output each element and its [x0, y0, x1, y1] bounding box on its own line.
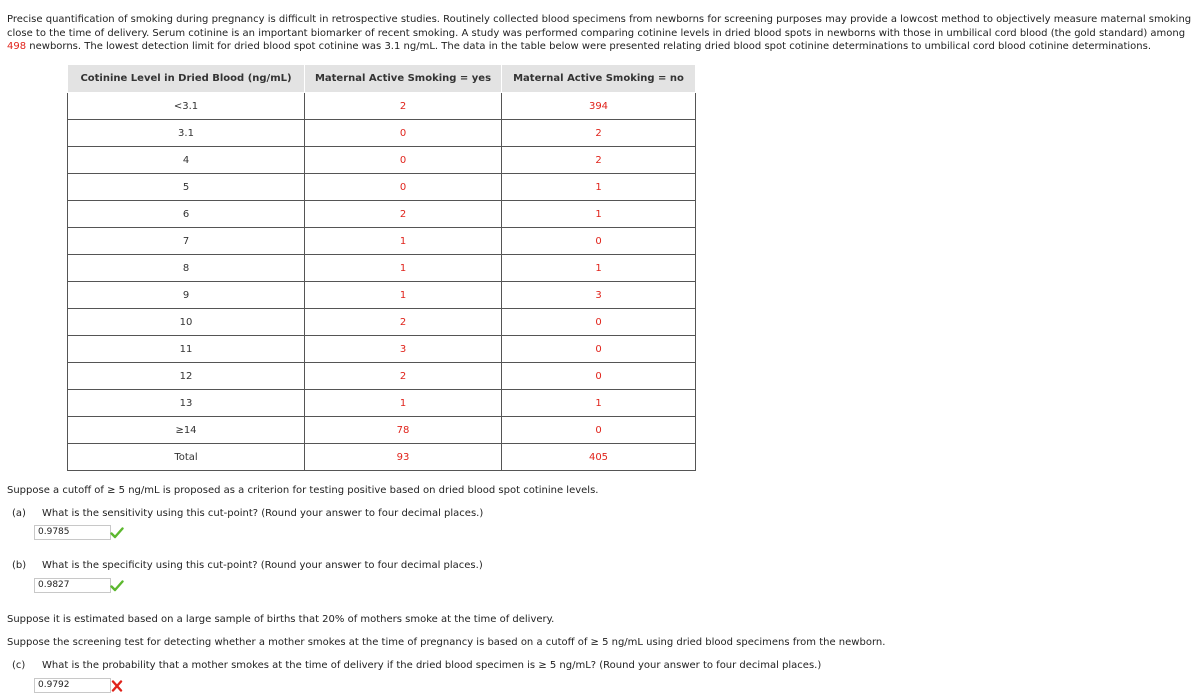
cell-level: 4: [68, 147, 305, 174]
cell-yes: 3: [305, 336, 502, 363]
cell-level: 8: [68, 255, 305, 282]
table-row: [68, 282, 696, 309]
question-c-text: What is the probability that a mother smokes at the time of delivery if the dried blood specimen is ≥ 5 ng/mL? (Round your answer to four decimal places.): [42, 660, 822, 671]
cell-total-no: 405: [502, 444, 696, 471]
check-icon: [110, 580, 124, 592]
cell-no: 1: [502, 174, 696, 201]
cell-total-label: Total: [68, 444, 305, 471]
table-row: [68, 120, 696, 147]
cell-level: 6: [68, 201, 305, 228]
question-b-tag: (b): [12, 560, 27, 571]
cell-no: 0: [502, 417, 696, 444]
answer-c-input[interactable]: 0.9792: [34, 678, 111, 693]
table-header-row: [68, 65, 696, 93]
cell-yes: 2: [305, 363, 502, 390]
table-row: [68, 174, 696, 201]
cell-level: 7: [68, 228, 305, 255]
table-row: [68, 93, 696, 120]
table-row: [68, 363, 696, 390]
answer-a-input[interactable]: 0.9785: [34, 525, 111, 540]
sample-count: 498: [7, 41, 27, 52]
cell-total-yes: 93: [305, 444, 502, 471]
cell-no: 2: [502, 120, 696, 147]
cell-no: 394: [502, 93, 696, 120]
cell-yes: 1: [305, 255, 502, 282]
cell-yes: 0: [305, 147, 502, 174]
header-cotinine-level: Cotinine Level in Dried Blood (ng/mL): [68, 65, 305, 93]
cell-level: 9: [68, 282, 305, 309]
cell-yes: 2: [305, 309, 502, 336]
answer-b-input[interactable]: 0.9827: [34, 578, 111, 593]
table-total-row: [68, 444, 696, 471]
question-a-text: What is the sensitivity using this cut-point? (Round your answer to four decimal places.): [42, 508, 484, 519]
cell-level: ≥14: [68, 417, 305, 444]
prior-statement: Suppose it is estimated based on a large sample of births that 20% of mothers smoke at the time of delivery.: [7, 614, 555, 625]
cell-no: 1: [502, 201, 696, 228]
intro-text-1: Precise quantification of smoking during pregnancy is difficult in retrospective studies. Routinely collected blood specimens from newborns for screening purposes may provide a lowcost method to objectively measure maternal smoking close to the time of delivery. Serum cotinine is an important biomarker of recent smoking. A study was performed comparing cotinine levels in dried blood spots in newborns with those in umbilical cord blood (the gold standard) among: [7, 14, 1192, 39]
cell-no: 0: [502, 336, 696, 363]
cell-yes: 1: [305, 390, 502, 417]
question-c-tag: (c): [12, 660, 26, 671]
header-smoking-no: Maternal Active Smoking = no: [502, 65, 696, 93]
cell-no: 0: [502, 228, 696, 255]
cell-no: 2: [502, 147, 696, 174]
question-c: [12, 660, 821, 671]
table-row: [68, 390, 696, 417]
question-a: [12, 508, 483, 519]
check-icon: [110, 527, 124, 539]
cell-level: 13: [68, 390, 305, 417]
cell-yes: 1: [305, 282, 502, 309]
cutoff-statement: Suppose a cutoff of ≥ 5 ng/mL is proposed as a criterion for testing positive based on dried blood spot cotinine levels.: [7, 485, 599, 496]
intro-text-2: newborns. The lowest detection limit for dried blood spot cotinine was 3.1 ng/mL. The data in the table below were presented relating dried blood spot cotinine determinations to umbilical cord blood cotinine determinations.: [26, 41, 1152, 52]
cell-no: 1: [502, 255, 696, 282]
cross-icon: [110, 680, 124, 692]
cell-yes: 2: [305, 201, 502, 228]
cell-level: 3.1: [68, 120, 305, 147]
cell-no: 0: [502, 363, 696, 390]
question-b-text: What is the specificity using this cut-point? (Round your answer to four decimal places.): [42, 560, 483, 571]
cell-yes: 0: [305, 120, 502, 147]
cell-level: <3.1: [68, 93, 305, 120]
cell-yes: 78: [305, 417, 502, 444]
cell-level: 5: [68, 174, 305, 201]
table-row: [68, 336, 696, 363]
cell-no: 0: [502, 309, 696, 336]
table-row: [68, 228, 696, 255]
table-row: [68, 417, 696, 444]
header-smoking-yes: Maternal Active Smoking = yes: [305, 65, 502, 93]
table-row: [68, 147, 696, 174]
cell-yes: 1: [305, 228, 502, 255]
table-row: [68, 255, 696, 282]
cell-level: 10: [68, 309, 305, 336]
table-row: [68, 309, 696, 336]
cell-no: 1: [502, 390, 696, 417]
question-b: [12, 560, 483, 571]
cell-yes: 2: [305, 93, 502, 120]
question-a-tag: (a): [12, 508, 26, 519]
problem-intro: [7, 13, 1195, 54]
cell-level: 11: [68, 336, 305, 363]
cell-yes: 0: [305, 174, 502, 201]
cotinine-table: [67, 64, 696, 471]
table-row: [68, 201, 696, 228]
screening-statement: Suppose the screening test for detecting whether a mother smokes at the time of pregnancy is based on a cutoff of ≥ 5 ng/mL using dried blood specimens from the newborn.: [7, 637, 886, 648]
cell-no: 3: [502, 282, 696, 309]
cell-level: 12: [68, 363, 305, 390]
